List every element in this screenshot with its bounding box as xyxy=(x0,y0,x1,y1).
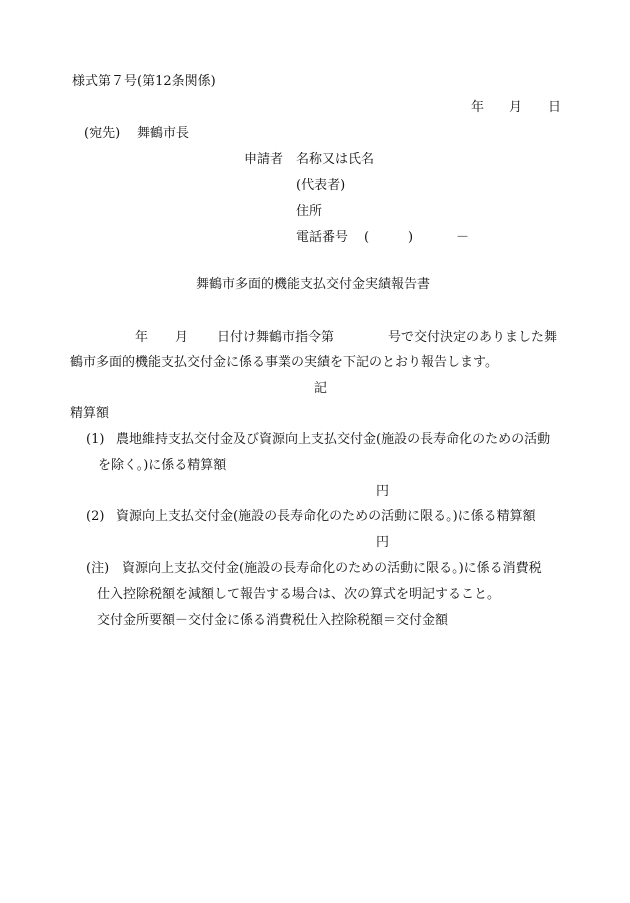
applicant-phone-label: 電話番号 xyxy=(296,230,349,245)
date-day: 日 xyxy=(548,100,562,115)
note-formula: 交付金所要額－交付金に係る消費税仕入控除税額＝交付金額 xyxy=(97,613,449,628)
body-text-a: 日付け舞鶴市指令第 xyxy=(217,330,335,345)
note-line-2: 仕入控除税額を減額して報告する場合は、次の算式を明記すること。 xyxy=(97,587,501,602)
date-month: 月 xyxy=(509,100,523,115)
body-month: 月 xyxy=(175,330,189,345)
body-text-b: 号で交付決定のありました舞 xyxy=(388,330,558,345)
settlement-heading: 精算額 xyxy=(70,406,110,421)
body-year: 年 xyxy=(135,330,149,345)
note-label: (注) xyxy=(86,561,110,576)
item1-yen: 円 xyxy=(376,484,390,499)
applicant-address-field: 住所 xyxy=(296,204,323,219)
item1-line-2: を除く。)に係る精算額 xyxy=(98,458,227,473)
ki-marker: 記 xyxy=(314,381,328,396)
addressee-label: (宛先) xyxy=(84,126,121,141)
addressee-name: 舞鶴市長 xyxy=(137,126,190,141)
phone-open-paren: ( xyxy=(364,230,370,245)
applicant-representative-field: (代表者) xyxy=(296,178,346,193)
phone-dash: － xyxy=(456,230,470,245)
body-line-2: 鶴市多面的機能支払交付金に係る事業の実績を下記のとおり報告します。 xyxy=(70,355,498,370)
item1-number: (1) xyxy=(86,432,105,447)
form-number: 様式第７号(第12条関係) xyxy=(72,74,216,89)
note-line-1: 資源向上支払交付金(施設の長寿命化のための活動に限る。)に係る消費税 xyxy=(122,561,542,576)
applicant-name-field: 名称又は氏名 xyxy=(296,152,375,167)
item2-yen: 円 xyxy=(376,535,390,550)
date-year: 年 xyxy=(471,100,485,115)
document-title: 舞鶴市多面的機能支払交付金実績報告書 xyxy=(196,277,431,292)
item2-text: 資源向上支払交付金(施設の長寿命化のための活動に限る。)に係る精算額 xyxy=(116,509,536,524)
item1-line-1: 農地維持支払交付金及び資源向上支払交付金(施設の長寿命化のための活動 xyxy=(116,432,551,447)
applicant-label: 申請者 xyxy=(244,152,284,167)
item2-number: (2) xyxy=(86,509,105,524)
phone-close-paren: ) xyxy=(408,230,414,245)
